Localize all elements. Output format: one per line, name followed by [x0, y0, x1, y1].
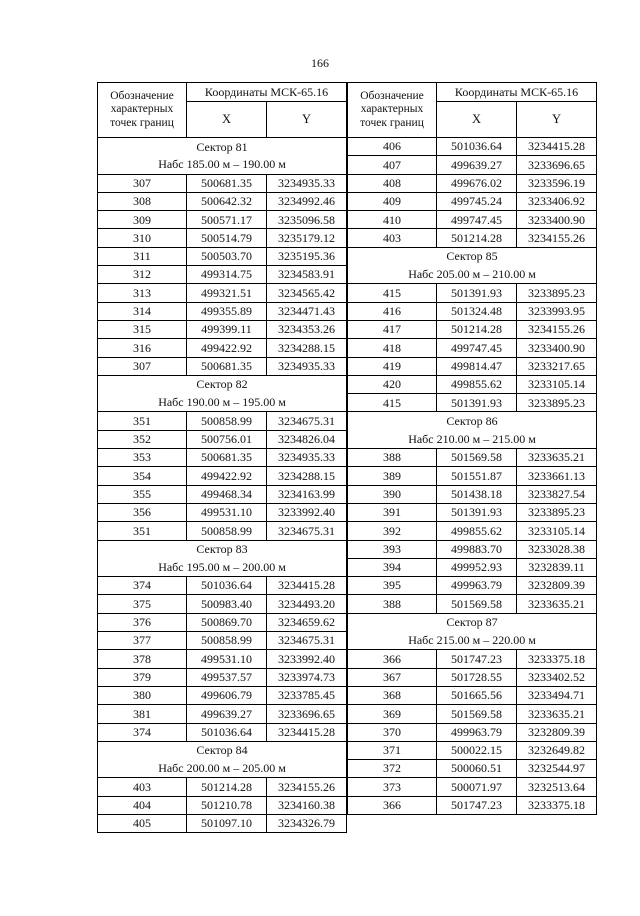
point-id: 403: [348, 229, 437, 247]
table-row: [348, 705, 597, 723]
point-id: 366: [348, 650, 437, 668]
coord-y: 3234565.42: [267, 284, 347, 302]
table-row: [98, 467, 347, 485]
coord-y: 3232544.97: [517, 760, 597, 778]
coord-x: 499531.10: [187, 503, 267, 521]
point-id: 308: [98, 192, 187, 210]
sector-title: Сектор 86: [348, 412, 597, 430]
coord-y: 3234415.28: [267, 577, 347, 595]
point-id: 370: [348, 723, 437, 741]
header-coord-system: Координаты МСК-65.16: [437, 83, 597, 102]
coord-y: 3234826.04: [267, 430, 347, 448]
coord-x: 499531.10: [187, 650, 267, 668]
table-row: [348, 650, 597, 668]
sector-title-row: [348, 412, 597, 430]
point-id: 395: [348, 577, 437, 595]
coord-y: 3235195.36: [267, 247, 347, 265]
coord-y: 3235179.12: [267, 229, 347, 247]
point-id: 388: [348, 595, 437, 613]
point-id: 394: [348, 558, 437, 576]
table-row: [98, 174, 347, 192]
table-row: [348, 284, 597, 302]
coord-x: 500060.51: [437, 760, 517, 778]
sector-title-row: [98, 375, 347, 393]
point-id: 403: [98, 778, 187, 796]
table-row: [98, 796, 347, 814]
table-row: [98, 613, 347, 631]
coord-x: 499747.45: [437, 339, 517, 357]
point-id: 307: [98, 357, 187, 375]
point-id: 393: [348, 540, 437, 558]
table-row: [98, 632, 347, 650]
coord-y: 3234160.38: [267, 796, 347, 814]
coord-y: 3234675.31: [267, 412, 347, 430]
coord-x: 499321.51: [187, 284, 267, 302]
sector-elevation-range: Набс 205.00 м – 210.00 м: [348, 266, 597, 284]
coord-y: 3234155.26: [267, 778, 347, 796]
point-id: 374: [98, 577, 187, 595]
coord-x: 500858.99: [187, 522, 267, 540]
point-id: 351: [98, 522, 187, 540]
point-id: 315: [98, 320, 187, 338]
sector-title: Сектор 87: [348, 613, 597, 631]
coord-y: 3233993.95: [517, 302, 597, 320]
coord-y: 3233635.21: [517, 705, 597, 723]
coord-y: 3233406.92: [517, 192, 597, 210]
point-id: 407: [348, 156, 437, 174]
point-id: 408: [348, 174, 437, 192]
coord-y: 3233402.52: [517, 668, 597, 686]
coord-y: 3233400.90: [517, 211, 597, 229]
point-id: 353: [98, 449, 187, 467]
coord-x: 499468.34: [187, 485, 267, 503]
point-id: 420: [348, 375, 437, 393]
coord-x: 501214.28: [437, 320, 517, 338]
header-y: Y: [267, 102, 347, 138]
coord-y: 3234155.26: [517, 229, 597, 247]
coord-x: 499814.47: [437, 357, 517, 375]
coord-x: 499883.70: [437, 540, 517, 558]
coord-y: 3233895.23: [517, 503, 597, 521]
coord-x: 501210.78: [187, 796, 267, 814]
point-id: 371: [348, 741, 437, 759]
coord-y: 3233827.54: [517, 485, 597, 503]
table-row: [348, 302, 597, 320]
sector-elevation-range: Набс 195.00 м – 200.00 м: [98, 558, 347, 576]
coord-x: 499422.92: [187, 467, 267, 485]
table-row: [348, 211, 597, 229]
table-row: [98, 723, 347, 741]
point-id: 373: [348, 778, 437, 796]
table-row: [98, 266, 347, 284]
point-id: 416: [348, 302, 437, 320]
table-row: [98, 595, 347, 613]
coord-x: 499639.27: [437, 156, 517, 174]
point-id: 375: [98, 595, 187, 613]
point-id: 419: [348, 357, 437, 375]
coord-y: 3232649.82: [517, 741, 597, 759]
table-row: [348, 577, 597, 595]
coord-x: 500022.15: [437, 741, 517, 759]
table-row: [348, 778, 597, 796]
coord-y: 3234288.15: [267, 467, 347, 485]
point-id: 392: [348, 522, 437, 540]
table-row: [348, 686, 597, 704]
coord-y: 3234353.26: [267, 320, 347, 338]
header-label: Обозначение характерных точек границ: [98, 83, 187, 138]
point-id: 352: [98, 430, 187, 448]
table-row: [348, 229, 597, 247]
table-row: [348, 558, 597, 576]
point-id: 405: [98, 814, 187, 832]
coord-y: 3234493.20: [267, 595, 347, 613]
coord-x: 500681.35: [187, 357, 267, 375]
point-id: 417: [348, 320, 437, 338]
coord-x: 501391.93: [437, 503, 517, 521]
coord-x: 499639.27: [187, 705, 267, 723]
table-row: [98, 192, 347, 210]
coord-x: 500503.70: [187, 247, 267, 265]
coord-x: 501036.64: [187, 723, 267, 741]
coord-y: 3234935.33: [267, 357, 347, 375]
table-row: [98, 705, 347, 723]
coord-y: 3233895.23: [517, 284, 597, 302]
coord-y: 3232513.64: [517, 778, 597, 796]
sector-title: Сектор 81: [98, 138, 347, 156]
sector-range-row: [348, 632, 597, 650]
coord-y: 3233105.14: [517, 522, 597, 540]
coord-y: 3233596.19: [517, 174, 597, 192]
point-id: 368: [348, 686, 437, 704]
coord-x: 499676.02: [437, 174, 517, 192]
sector-elevation-range: Набс 215.00 м – 220.00 м: [348, 632, 597, 650]
coord-y: 3233375.18: [517, 650, 597, 668]
coord-y: 3234992.46: [267, 192, 347, 210]
table-row: [98, 339, 347, 357]
table-row: [98, 778, 347, 796]
table-row: [348, 760, 597, 778]
point-id: 410: [348, 211, 437, 229]
table-row: [98, 503, 347, 521]
point-id: 406: [348, 138, 437, 156]
header-x: X: [437, 102, 517, 138]
coord-x: 501747.23: [437, 650, 517, 668]
table-row: [348, 796, 597, 814]
point-id: 307: [98, 174, 187, 192]
table-row: [98, 686, 347, 704]
point-id: 388: [348, 449, 437, 467]
point-id: 378: [98, 650, 187, 668]
point-id: 314: [98, 302, 187, 320]
coord-x: 501391.93: [437, 394, 517, 412]
coord-x: 500869.70: [187, 613, 267, 631]
sector-title-row: [348, 613, 597, 631]
header-label: Обозначение характерных точек границ: [348, 83, 437, 138]
coord-y: 3234163.99: [267, 485, 347, 503]
coord-x: 501097.10: [187, 814, 267, 832]
table-row: [98, 284, 347, 302]
point-id: 354: [98, 467, 187, 485]
point-id: 311: [98, 247, 187, 265]
table-row: [348, 138, 597, 156]
table-row: [348, 156, 597, 174]
table-row: [98, 211, 347, 229]
coord-x: 501214.28: [437, 229, 517, 247]
coord-y: 3233895.23: [517, 394, 597, 412]
coord-y: 3233696.65: [267, 705, 347, 723]
point-id: 415: [348, 284, 437, 302]
coord-y: 3232839.11: [517, 558, 597, 576]
sector-elevation-range: Набс 200.00 м – 205.00 м: [98, 760, 347, 778]
point-id: 309: [98, 211, 187, 229]
point-id: 351: [98, 412, 187, 430]
coord-y: 3233974.73: [267, 668, 347, 686]
coord-y: 3233696.65: [517, 156, 597, 174]
point-id: 312: [98, 266, 187, 284]
point-id: 390: [348, 485, 437, 503]
coord-y: 3232809.39: [517, 577, 597, 595]
table-row: [348, 394, 597, 412]
header-coord-system: Координаты МСК-65.16: [187, 83, 347, 102]
table-row: [98, 412, 347, 430]
coord-x: 501391.93: [437, 284, 517, 302]
coordinates-table-left: [97, 82, 347, 833]
coord-x: 500681.35: [187, 449, 267, 467]
sector-title: Сектор 85: [348, 247, 597, 265]
point-id: 415: [348, 394, 437, 412]
table-row: [348, 174, 597, 192]
coord-y: 3234935.33: [267, 449, 347, 467]
sector-title: Сектор 82: [98, 375, 347, 393]
coord-x: 500571.17: [187, 211, 267, 229]
table-row: [348, 668, 597, 686]
coord-y: 3233992.40: [267, 503, 347, 521]
sector-title: Сектор 83: [98, 540, 347, 558]
table-row: [98, 430, 347, 448]
coord-x: 501728.55: [437, 668, 517, 686]
table-row: [98, 668, 347, 686]
sector-range-row: [348, 266, 597, 284]
coord-y: 3233635.21: [517, 449, 597, 467]
sector-title-row: [98, 138, 347, 156]
coord-x: 501036.64: [437, 138, 517, 156]
sector-range-row: [98, 558, 347, 576]
table-row: [348, 540, 597, 558]
table-row: [98, 357, 347, 375]
coord-x: 501569.58: [437, 449, 517, 467]
coord-y: 3234288.15: [267, 339, 347, 357]
coord-x: 499952.93: [437, 558, 517, 576]
point-id: 377: [98, 632, 187, 650]
point-id: 367: [348, 668, 437, 686]
coord-x: 499745.24: [437, 192, 517, 210]
point-id: 369: [348, 705, 437, 723]
coord-x: 500681.35: [187, 174, 267, 192]
coord-x: 501747.23: [437, 796, 517, 814]
coord-x: 500642.32: [187, 192, 267, 210]
coord-x: 500858.99: [187, 632, 267, 650]
coord-x: 501569.58: [437, 595, 517, 613]
table-row: [348, 320, 597, 338]
coord-x: 500071.97: [437, 778, 517, 796]
coord-x: 501665.56: [437, 686, 517, 704]
sector-title-row: [348, 247, 597, 265]
table-row: [98, 485, 347, 503]
point-id: 355: [98, 485, 187, 503]
coord-y: 3234155.26: [517, 320, 597, 338]
coord-x: 499537.57: [187, 668, 267, 686]
sector-title-row: [98, 540, 347, 558]
table-row: [348, 339, 597, 357]
coordinates-table-right: [347, 82, 597, 815]
coord-y: 3234935.33: [267, 174, 347, 192]
coord-y: 3235096.58: [267, 211, 347, 229]
coord-x: 499747.45: [437, 211, 517, 229]
point-id: 404: [98, 796, 187, 814]
coord-x: 499606.79: [187, 686, 267, 704]
table-row: [348, 485, 597, 503]
table-body-right: [348, 138, 597, 815]
table-row: [348, 503, 597, 521]
table-row: [98, 449, 347, 467]
table-row: [348, 723, 597, 741]
point-id: 391: [348, 503, 437, 521]
point-id: 418: [348, 339, 437, 357]
coord-y: 3234675.31: [267, 522, 347, 540]
table-row: [348, 467, 597, 485]
point-id: 379: [98, 668, 187, 686]
point-id: 356: [98, 503, 187, 521]
coord-y: 3233400.90: [517, 339, 597, 357]
point-id: 389: [348, 467, 437, 485]
coord-x: 499855.62: [437, 375, 517, 393]
coord-y: 3233028.38: [517, 540, 597, 558]
sector-elevation-range: Набс 210.00 м – 215.00 м: [348, 430, 597, 448]
table-row: [98, 577, 347, 595]
point-id: 372: [348, 760, 437, 778]
coord-y: 3233375.18: [517, 796, 597, 814]
coord-x: 501551.87: [437, 467, 517, 485]
coord-y: 3233105.14: [517, 375, 597, 393]
header-x: X: [187, 102, 267, 138]
table-row: [98, 650, 347, 668]
coord-x: 501214.28: [187, 778, 267, 796]
table-row: [348, 375, 597, 393]
point-id: 374: [98, 723, 187, 741]
coord-y: 3234675.31: [267, 632, 347, 650]
table-row: [348, 449, 597, 467]
point-id: 381: [98, 705, 187, 723]
coord-x: 501438.18: [437, 485, 517, 503]
table-row: [348, 357, 597, 375]
coord-y: 3234415.28: [517, 138, 597, 156]
coord-y: 3233992.40: [267, 650, 347, 668]
sector-elevation-range: Набс 185.00 м – 190.00 м: [98, 156, 347, 174]
coord-y: 3234326.79: [267, 814, 347, 832]
point-id: 376: [98, 613, 187, 631]
point-id: 316: [98, 339, 187, 357]
table-row: [98, 522, 347, 540]
point-id: 380: [98, 686, 187, 704]
coord-x: 499422.92: [187, 339, 267, 357]
coord-x: 500858.99: [187, 412, 267, 430]
sector-range-row: [98, 156, 347, 174]
point-id: 310: [98, 229, 187, 247]
coord-x: 499355.89: [187, 302, 267, 320]
sector-range-row: [98, 760, 347, 778]
coord-y: 3233661.13: [517, 467, 597, 485]
coord-y: 3234583.91: [267, 266, 347, 284]
coord-x: 499963.79: [437, 577, 517, 595]
table-row: [348, 595, 597, 613]
table-row: [98, 247, 347, 265]
coord-y: 3233217.65: [517, 357, 597, 375]
coord-x: 500983.40: [187, 595, 267, 613]
coord-y: 3234415.28: [267, 723, 347, 741]
coord-y: 3233785.45: [267, 686, 347, 704]
coord-y: 3234471.43: [267, 302, 347, 320]
sector-title: Сектор 84: [98, 741, 347, 759]
point-id: 409: [348, 192, 437, 210]
table-row: [348, 522, 597, 540]
point-id: 366: [348, 796, 437, 814]
coord-x: 500756.01: [187, 430, 267, 448]
table-row: [98, 229, 347, 247]
coord-x: 500514.79: [187, 229, 267, 247]
table-row: [348, 741, 597, 759]
table-row: [98, 302, 347, 320]
sector-range-row: [348, 430, 597, 448]
coord-x: 499399.11: [187, 320, 267, 338]
point-id: 313: [98, 284, 187, 302]
sector-range-row: [98, 394, 347, 412]
coord-x: 499963.79: [437, 723, 517, 741]
sector-title-row: [98, 741, 347, 759]
sector-elevation-range: Набс 190.00 м – 195.00 м: [98, 394, 347, 412]
coord-y: 3233635.21: [517, 595, 597, 613]
table-body-left: [98, 138, 347, 833]
header-y: Y: [517, 102, 597, 138]
coord-x: 501324.48: [437, 302, 517, 320]
coord-x: 501036.64: [187, 577, 267, 595]
coord-y: 3234659.62: [267, 613, 347, 631]
coord-y: 3233494.71: [517, 686, 597, 704]
table-row: [98, 320, 347, 338]
coord-x: 499855.62: [437, 522, 517, 540]
table-row: [348, 192, 597, 210]
page-number: 166: [311, 56, 329, 70]
coord-x: 501569.58: [437, 705, 517, 723]
table-row: [98, 814, 347, 832]
coord-y: 3232809.39: [517, 723, 597, 741]
coord-x: 499314.75: [187, 266, 267, 284]
